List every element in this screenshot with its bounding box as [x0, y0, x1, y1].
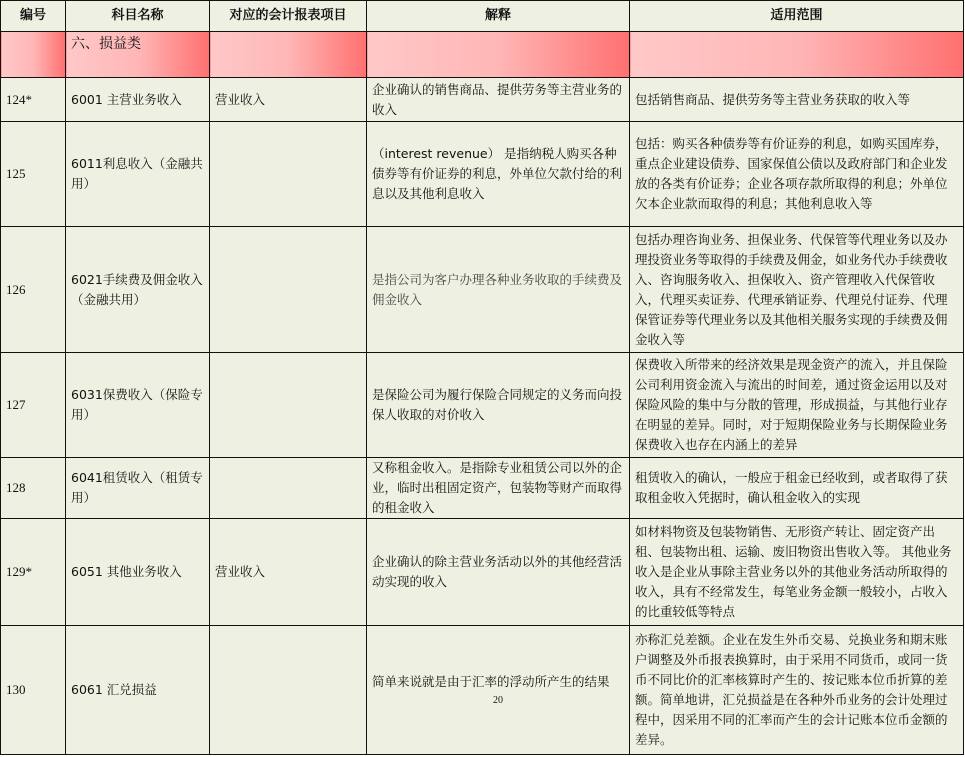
explanation: （interest revenue） 是指纳税人购买各种债券等有价证券的利息，外单位欠款付给的利息以及其他利息收入: [367, 122, 630, 227]
explanation: 是保险公司为履行保险合同规定的义务而向投保人收取的对价收入: [367, 353, 630, 458]
report-item: [210, 626, 367, 755]
table-row: [1, 122, 964, 227]
explanation: 企业确认的销售商品、提供劳务等主营业务的收入: [367, 78, 630, 122]
account-name: 6031保费收入（保险专用）: [66, 353, 210, 458]
row-number: 129*: [1, 519, 66, 626]
header-number: 编号: [1, 1, 66, 32]
table-row: [1, 227, 964, 353]
scope: 包括：购买各种债券等有价证券的利息，如购买国库券，重点企业建设债券、国家保值公债以及政府部门和企业发放的各类有价证券；企业各项存款所取得的利息；外单位欠本企业款而取得的利息；其他利息收入等: [630, 122, 964, 227]
scope: 亦称汇兑差额。企业在发生外币交易、兑换业务和期末账户调整及外币报表换算时，由于采用不同货币，或同一货币不同比价的汇率核算时产生的、按记账本位币折算的差额。简单地讲，汇兑损益是在各种外币业务的会计处理过程中，因采用不同的汇率而产生的会计记账本位币金额的差异。: [630, 626, 964, 755]
report-item: [210, 227, 367, 353]
account-name: 6051 其他业务收入: [66, 519, 210, 626]
account-name: 6021手续费及佣金收入（金融共用）: [66, 227, 210, 353]
page-number: 20: [493, 695, 503, 706]
scope: 租赁收入的确认，一般应于租金已经收到，或者取得了获取租金收入凭据时，确认租金收入的实现: [630, 458, 964, 519]
header-row: [1, 1, 964, 32]
table-row: [1, 519, 964, 626]
section-title: 六、损益类: [66, 32, 210, 78]
row-number: 127: [1, 353, 66, 458]
explanation: 简单来说就是由于汇率的浮动所产生的结果: [372, 674, 610, 689]
section-row: [1, 32, 964, 78]
report-item: 营业收入: [210, 519, 367, 626]
header-report-item: 对应的会计报表项目: [210, 1, 367, 32]
explanation-cell: [367, 626, 630, 755]
report-item: [210, 122, 367, 227]
explanation: 企业确认的除主营业务活动以外的其他经营活动实现的收入: [367, 519, 630, 626]
scope: 如材料物资及包装物销售、无形资产转让、固定资产出租、包装物出租、运输、废旧物资出售收入等。 其他业务收入是企业从事除主营业务以外的其他业务活动所取得的收入，具有不经常发生，每笔业务金额一般较小，占收入的比重较低等特点: [630, 519, 964, 626]
scope: 包括办理咨询业务、担保业务、代保管等代理业务以及办理投资业务等取得的手续费及佣金，如业务代办手续费收入、咨询服务收入、担保收入、资产管理收入代保管收入，代理买卖证券、代理承销证券、代理兑付证券、代理保管证券等代理业务以及其他相关服务实现的手续费及佣金收入等: [630, 227, 964, 353]
row-number: 130: [1, 626, 66, 755]
scope: 保费收入所带来的经济效果是现金资产的流入，并且保险公司利用资金流入与流出的时间差，通过资金运用以及对保险风险的集中与分散的管理，形成损益，与其他行业存在明显的差异。同时，对于短期保险业务与长期保险业务保费收入也存在内涵上的差异: [630, 353, 964, 458]
account-name: 6011利息收入（金融共用）: [66, 122, 210, 227]
header-account-name: 科目名称: [66, 1, 210, 32]
row-number: 125: [1, 122, 66, 227]
header-explanation: 解释: [367, 1, 630, 32]
row-number: 126: [1, 227, 66, 353]
scope: 包括销售商品、提供劳务等主营业务获取的收入等: [630, 78, 964, 122]
account-name: 6041租赁收入（租赁专用）: [66, 458, 210, 519]
row-number: 128: [1, 458, 66, 519]
account-name: 6001 主营业务收入: [66, 78, 210, 122]
table-row: [1, 458, 964, 519]
header-scope: 适用范围: [630, 1, 964, 32]
table-row: [1, 626, 964, 755]
report-item: [210, 353, 367, 458]
row-number: 124*: [1, 78, 66, 122]
report-item: [210, 458, 367, 519]
explanation: 是指公司为客户办理各种业务收取的手续费及佣金收入: [367, 227, 630, 353]
table-row: [1, 353, 964, 458]
explanation: 又称租金收入。是指除专业租赁公司以外的企业，临时出租固定资产，包装物等财产而取得的租金收入: [367, 458, 630, 519]
account-name: 6061 汇兑损益: [66, 626, 210, 755]
report-item: 营业收入: [210, 78, 367, 122]
table-row: [1, 78, 964, 122]
